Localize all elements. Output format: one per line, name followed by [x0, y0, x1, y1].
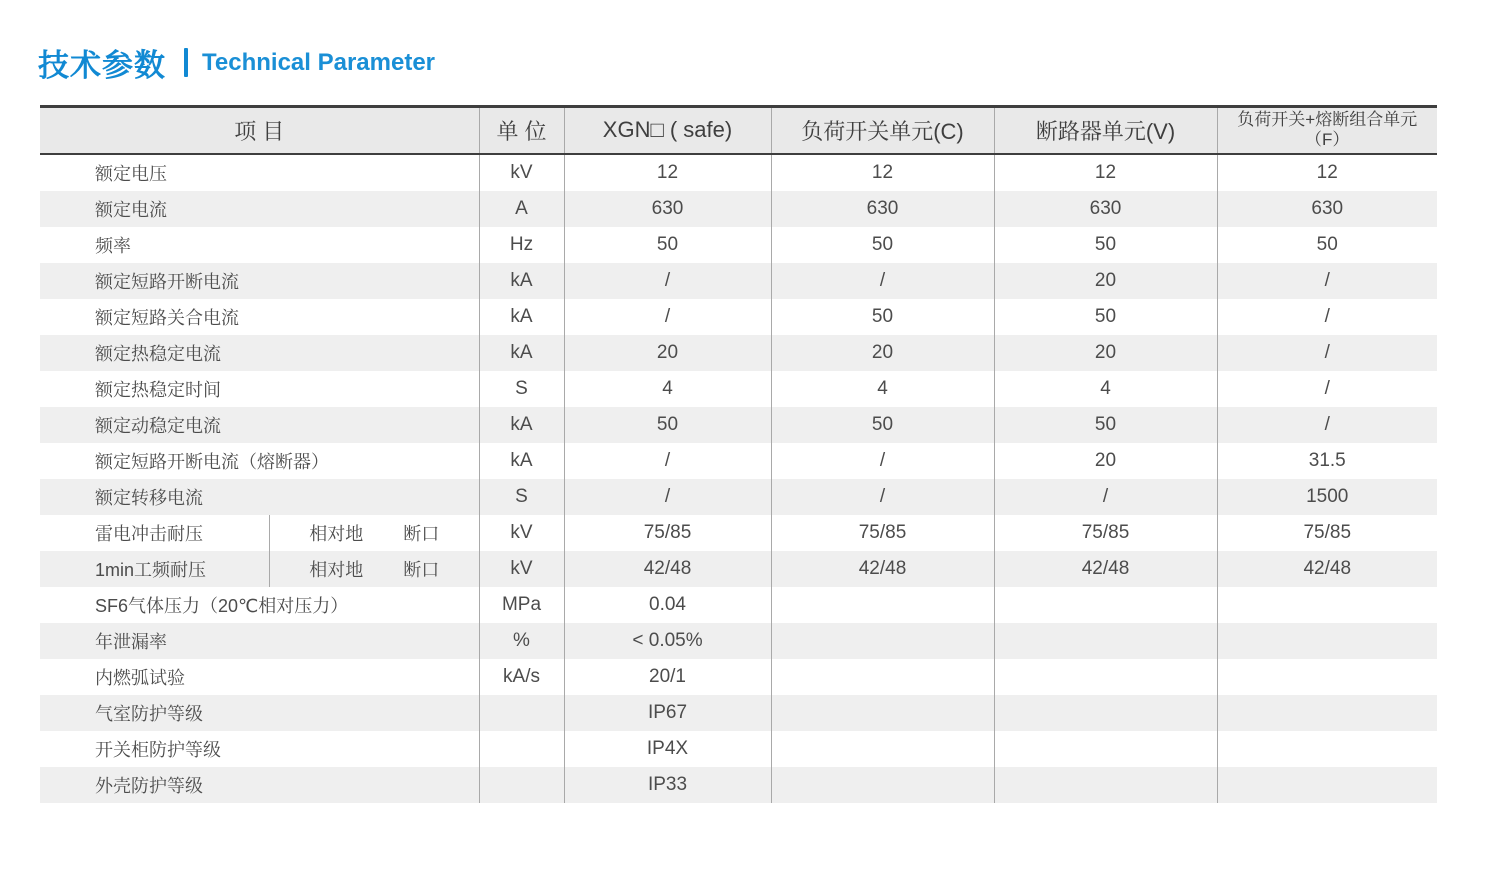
value-cell: 50: [771, 407, 994, 443]
value-cell: [771, 731, 994, 767]
value-cell: 42/48: [994, 551, 1217, 587]
value-cell: /: [1217, 407, 1437, 443]
value-cell: [994, 587, 1217, 623]
header-breaker-unit: 断路器单元(V): [994, 107, 1217, 154]
value-cell: [771, 623, 994, 659]
value-cell: /: [1217, 263, 1437, 299]
value-cell: /: [771, 263, 994, 299]
item-cell: [40, 407, 479, 443]
unit-cell: S: [479, 371, 564, 407]
value-cell: [1217, 695, 1437, 731]
item-cell: [40, 299, 479, 335]
item-cell: [40, 191, 479, 227]
value-cell: /: [564, 443, 771, 479]
item-cell: [40, 479, 479, 515]
item-label: 额定电压: [95, 163, 167, 184]
item-split: [40, 515, 479, 551]
unit-cell: kA: [479, 335, 564, 371]
value-cell: 50: [771, 299, 994, 335]
item-cell: [40, 731, 479, 767]
table-row: [40, 407, 1437, 443]
unit-cell: kA: [479, 407, 564, 443]
value-cell: 42/48: [1217, 551, 1437, 587]
value-cell: [1217, 623, 1437, 659]
value-cell: /: [564, 299, 771, 335]
item-cell: [40, 695, 479, 731]
value-cell: [1217, 587, 1437, 623]
item-cell: [40, 443, 479, 479]
table-row: [40, 659, 1437, 695]
table-row: [40, 154, 1437, 191]
value-cell: 12: [1217, 154, 1437, 191]
value-cell: 12: [994, 154, 1217, 191]
value-cell: 75/85: [771, 515, 994, 551]
value-cell: 50: [994, 299, 1217, 335]
item-label: 额定热稳定时间: [95, 379, 221, 400]
unit-cell: kA: [479, 443, 564, 479]
value-cell: 75/85: [994, 515, 1217, 551]
item-cell: [40, 587, 479, 623]
item-cell: [40, 515, 479, 551]
value-cell: [1217, 767, 1437, 803]
item-sub-break: 断口: [403, 559, 440, 580]
table-row: [40, 191, 1437, 227]
item-sub-phase-to-ground: 相对地: [309, 559, 364, 580]
item-label: 内燃弧试验: [95, 667, 185, 688]
value-cell: 75/85: [1217, 515, 1437, 551]
item-label: 额定短路关合电流: [95, 307, 239, 328]
item-cell: [40, 263, 479, 299]
header-combo-unit: [1217, 107, 1437, 154]
table-row: [40, 335, 1437, 371]
value-cell: 20: [994, 263, 1217, 299]
item-label: 额定转移电流: [95, 487, 203, 508]
table-header: [40, 107, 1437, 154]
item-cell: [40, 623, 479, 659]
header-unit: 单 位: [479, 107, 564, 154]
value-cell: 42/48: [771, 551, 994, 587]
value-cell: 20: [994, 335, 1217, 371]
item-cell: [40, 659, 479, 695]
value-cell: 31.5: [1217, 443, 1437, 479]
table-row: [40, 767, 1437, 803]
item-label: 1min工频耐压: [40, 551, 270, 587]
value-cell: /: [1217, 299, 1437, 335]
value-cell: IP67: [564, 695, 771, 731]
value-cell: 20/1: [564, 659, 771, 695]
item-label: 额定动稳定电流: [95, 415, 221, 436]
unit-cell: kA: [479, 299, 564, 335]
value-cell: 50: [564, 407, 771, 443]
table-body: [40, 154, 1437, 803]
item-cell: [40, 371, 479, 407]
value-cell: 630: [771, 191, 994, 227]
unit-cell: kV: [479, 515, 564, 551]
value-cell: /: [771, 479, 994, 515]
table-row: [40, 695, 1437, 731]
item-cell: [40, 154, 479, 191]
table-row: [40, 371, 1437, 407]
item-label: SF6气体压力（20℃相对压力）: [95, 595, 349, 616]
value-cell: 42/48: [564, 551, 771, 587]
table-row: [40, 515, 1437, 551]
value-cell: 50: [1217, 227, 1437, 263]
item-label: 额定电流: [95, 199, 167, 220]
unit-cell: Hz: [479, 227, 564, 263]
value-cell: 0.04: [564, 587, 771, 623]
table-row: [40, 263, 1437, 299]
value-cell: IP33: [564, 767, 771, 803]
item-sub-phase-to-ground: 相对地: [309, 523, 364, 544]
value-cell: 4: [994, 371, 1217, 407]
page-title: [38, 40, 435, 85]
value-cell: 75/85: [564, 515, 771, 551]
value-cell: 12: [564, 154, 771, 191]
value-cell: 20: [994, 443, 1217, 479]
value-cell: 630: [1217, 191, 1437, 227]
unit-cell: A: [479, 191, 564, 227]
value-cell: 4: [771, 371, 994, 407]
value-cell: [994, 767, 1217, 803]
title-divider-bar: [184, 48, 188, 77]
value-cell: [771, 695, 994, 731]
value-cell: 50: [771, 227, 994, 263]
value-cell: < 0.05%: [564, 623, 771, 659]
table-row: [40, 443, 1437, 479]
value-cell: /: [564, 263, 771, 299]
item-split: [40, 551, 479, 587]
value-cell: [994, 659, 1217, 695]
value-cell: [994, 731, 1217, 767]
value-cell: 630: [994, 191, 1217, 227]
value-cell: [994, 695, 1217, 731]
item-label: 额定短路开断电流（熔断器）: [95, 451, 329, 472]
technical-parameter-table: [40, 105, 1437, 803]
item-label: 年泄漏率: [95, 631, 167, 652]
item-subcell: [270, 551, 479, 587]
value-cell: 4: [564, 371, 771, 407]
value-cell: 12: [771, 154, 994, 191]
unit-cell: kV: [479, 154, 564, 191]
item-label: 气室防护等级: [95, 703, 203, 724]
unit-cell: [479, 731, 564, 767]
unit-cell: kA/s: [479, 659, 564, 695]
table-row: [40, 623, 1437, 659]
table-row: [40, 479, 1437, 515]
item-label: 外壳防护等级: [95, 775, 203, 796]
value-cell: 1500: [1217, 479, 1437, 515]
unit-cell: [479, 767, 564, 803]
item-label: 额定热稳定电流: [95, 343, 221, 364]
value-cell: [771, 587, 994, 623]
table-row: [40, 227, 1437, 263]
header-combo-unit-line1: 负荷开关+熔断组合单元: [1237, 110, 1418, 130]
header-item: 项 目: [40, 107, 479, 154]
item-label: 额定短路开断电流: [95, 271, 239, 292]
table-row: [40, 587, 1437, 623]
unit-cell: S: [479, 479, 564, 515]
unit-cell: kA: [479, 263, 564, 299]
value-cell: /: [994, 479, 1217, 515]
table-row: [40, 731, 1437, 767]
value-cell: [1217, 731, 1437, 767]
item-label: 雷电冲击耐压: [40, 515, 270, 551]
title-chinese: 技术参数: [38, 48, 166, 83]
value-cell: /: [1217, 335, 1437, 371]
value-cell: [771, 767, 994, 803]
unit-cell: %: [479, 623, 564, 659]
value-cell: 630: [564, 191, 771, 227]
unit-cell: kV: [479, 551, 564, 587]
value-cell: 50: [564, 227, 771, 263]
value-cell: [1217, 659, 1437, 695]
item-cell: [40, 767, 479, 803]
item-label: 频率: [95, 235, 131, 256]
item-subcell: [270, 515, 479, 551]
unit-cell: [479, 695, 564, 731]
table-row: [40, 299, 1437, 335]
value-cell: /: [1217, 371, 1437, 407]
header-load-switch-unit: 负荷开关单元(C): [771, 107, 994, 154]
title-english: Technical Parameter: [202, 48, 436, 76]
param-table: [40, 105, 1437, 803]
value-cell: [771, 659, 994, 695]
value-cell: /: [771, 443, 994, 479]
unit-cell: MPa: [479, 587, 564, 623]
header-xgn-safe: XGN□ ( safe): [564, 107, 771, 154]
item-cell: [40, 335, 479, 371]
table-row: [40, 551, 1437, 587]
item-sub-break: 断口: [403, 523, 440, 544]
value-cell: 20: [564, 335, 771, 371]
item-cell: [40, 551, 479, 587]
value-cell: 50: [994, 407, 1217, 443]
value-cell: /: [564, 479, 771, 515]
value-cell: [994, 623, 1217, 659]
item-cell: [40, 227, 479, 263]
header-row: [40, 107, 1437, 154]
value-cell: IP4X: [564, 731, 771, 767]
value-cell: 20: [771, 335, 994, 371]
item-label: 开关柜防护等级: [95, 739, 221, 760]
value-cell: 50: [994, 227, 1217, 263]
header-combo-unit-line2: （F）: [1305, 130, 1350, 150]
